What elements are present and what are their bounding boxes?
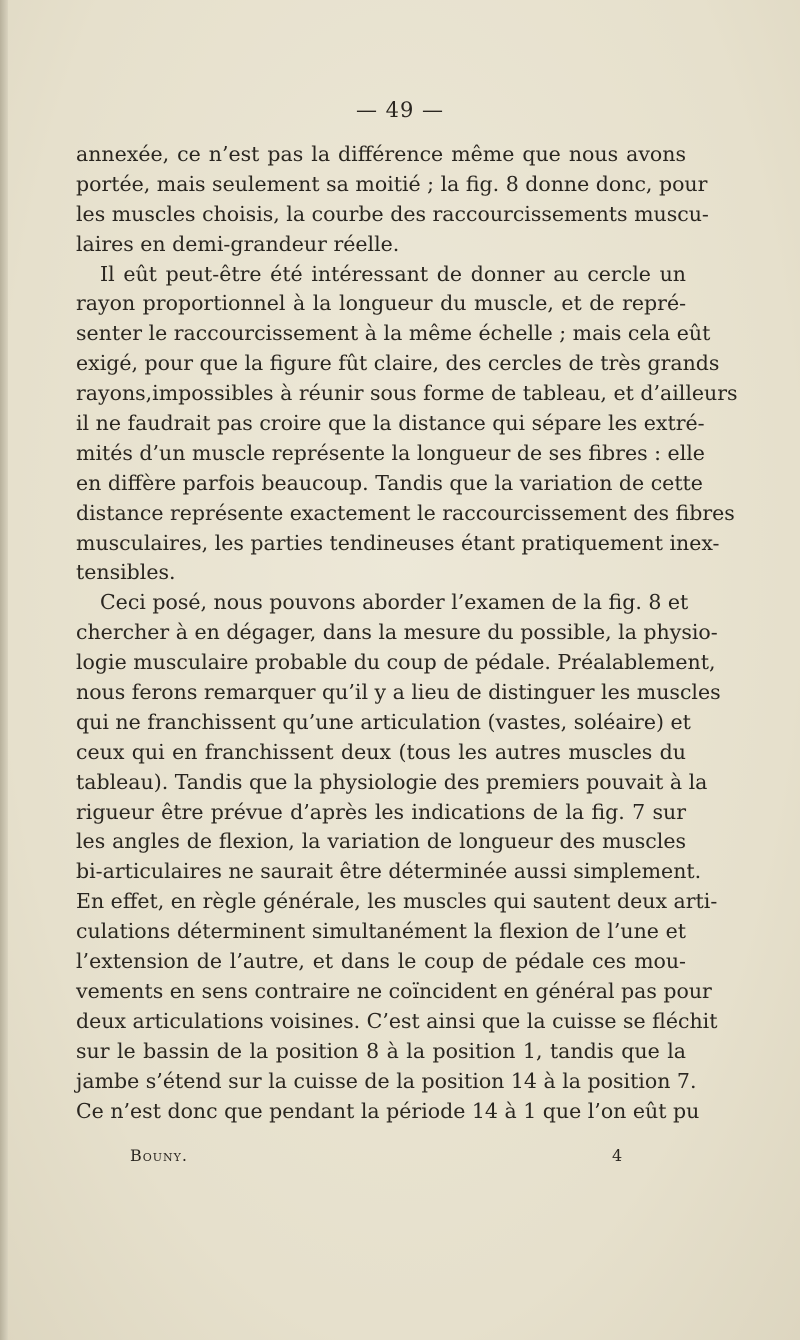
text-line: nous ferons remarquer qu’il y a lieu de distinguer les muscles [76,680,721,705]
text-line: les muscles choisis, la courbe des raccourcissements muscu- [76,201,709,226]
text-line: tableau). Tandis que la physiologie des premiers pouvait à la [76,769,708,794]
text-line: annexée, ce n’est pas la différence même que nous avons [76,142,686,166]
text-line: qui ne franchissent qu’une articulation (vastes, soléaire) et [76,709,691,734]
text-line: l’extension de l’autre, et dans le coup de pédale ces mou- [76,949,686,974]
page-spine-shadow [0,0,8,1340]
body-text [76,140,738,1126]
text-line: mités d’un muscle représente la longueur de ses fibres : elle [76,440,705,465]
text-line: portée, mais seulement sa moitié ; la fig. 8 donne donc, pour [76,171,708,196]
text-line: il ne faudrait pas croire que la distance qui sépare les extré- [76,411,705,436]
text-line: jambe s’étend sur la cuisse de la position 14 à la position 7. [76,1068,697,1093]
text-line: Il eût peut-être été intéressant de donner au cercle un [100,261,686,286]
text-line: les angles de flexion, la variation de longueur des muscles [76,829,686,854]
text-line: tensibles. [76,560,176,585]
text-line: chercher à en dégager, dans la mesure du possible, la physio- [76,620,718,645]
sheet-number: 4 [612,1146,623,1165]
text-line: rigueur être prévue d’après les indications de la fig. 7 sur [76,799,686,824]
page-number: — 49 — [355,98,445,122]
text-line: en diffère parfois beaucoup. Tandis que la variation de cette [76,470,703,495]
text-line: laires en demi-grandeur réelle. [76,231,400,256]
text-line: ceux qui en franchissent deux (tous les autres muscles du [76,739,686,764]
text-line: distance représente exactement le raccourcissement des fibres [76,500,735,525]
text-line: logie musculaire probable du coup de pédale. Préalablement, [76,650,716,675]
text-line: rayon proportionnel à la longueur du muscle, et de repré- [76,291,686,316]
text-line: musculaires, les parties tendineuses étant pratiquement inex- [76,530,720,555]
text-line: exigé, pour que la figure fût claire, des cercles de très grands [76,351,720,376]
text-line: Ceci posé, nous pouvons aborder l’examen de la fig. 8 et [100,590,689,615]
text-line: bi-articulaires ne saurait être déterminée aussi simplement. [76,859,702,884]
text-line: deux articulations voisines. C’est ainsi que la cuisse se fléchit [76,1008,718,1033]
text-line: vements en sens contraire ne coïncident en général pas pour [76,978,712,1003]
text-line: culations déterminent simultanément la flexion de l’une et [76,919,686,944]
page-footer [130,1146,630,1170]
signature-mark: Bouny. [130,1146,189,1165]
text-line: Ce n’est donc que pendant la période 14 à 1 que l’on eût pu [76,1098,700,1123]
text-line: En effet, en règle générale, les muscles qui sautent deux arti- [76,889,718,914]
text-line: sur le bassin de la position 8 à la position 1, tandis que la [76,1038,686,1063]
text-line: senter le raccourcissement à la même échelle ; mais cela eût [76,321,711,346]
text-line: rayons,impossibles à réunir sous forme de tableau, et d’ailleurs [76,381,738,406]
